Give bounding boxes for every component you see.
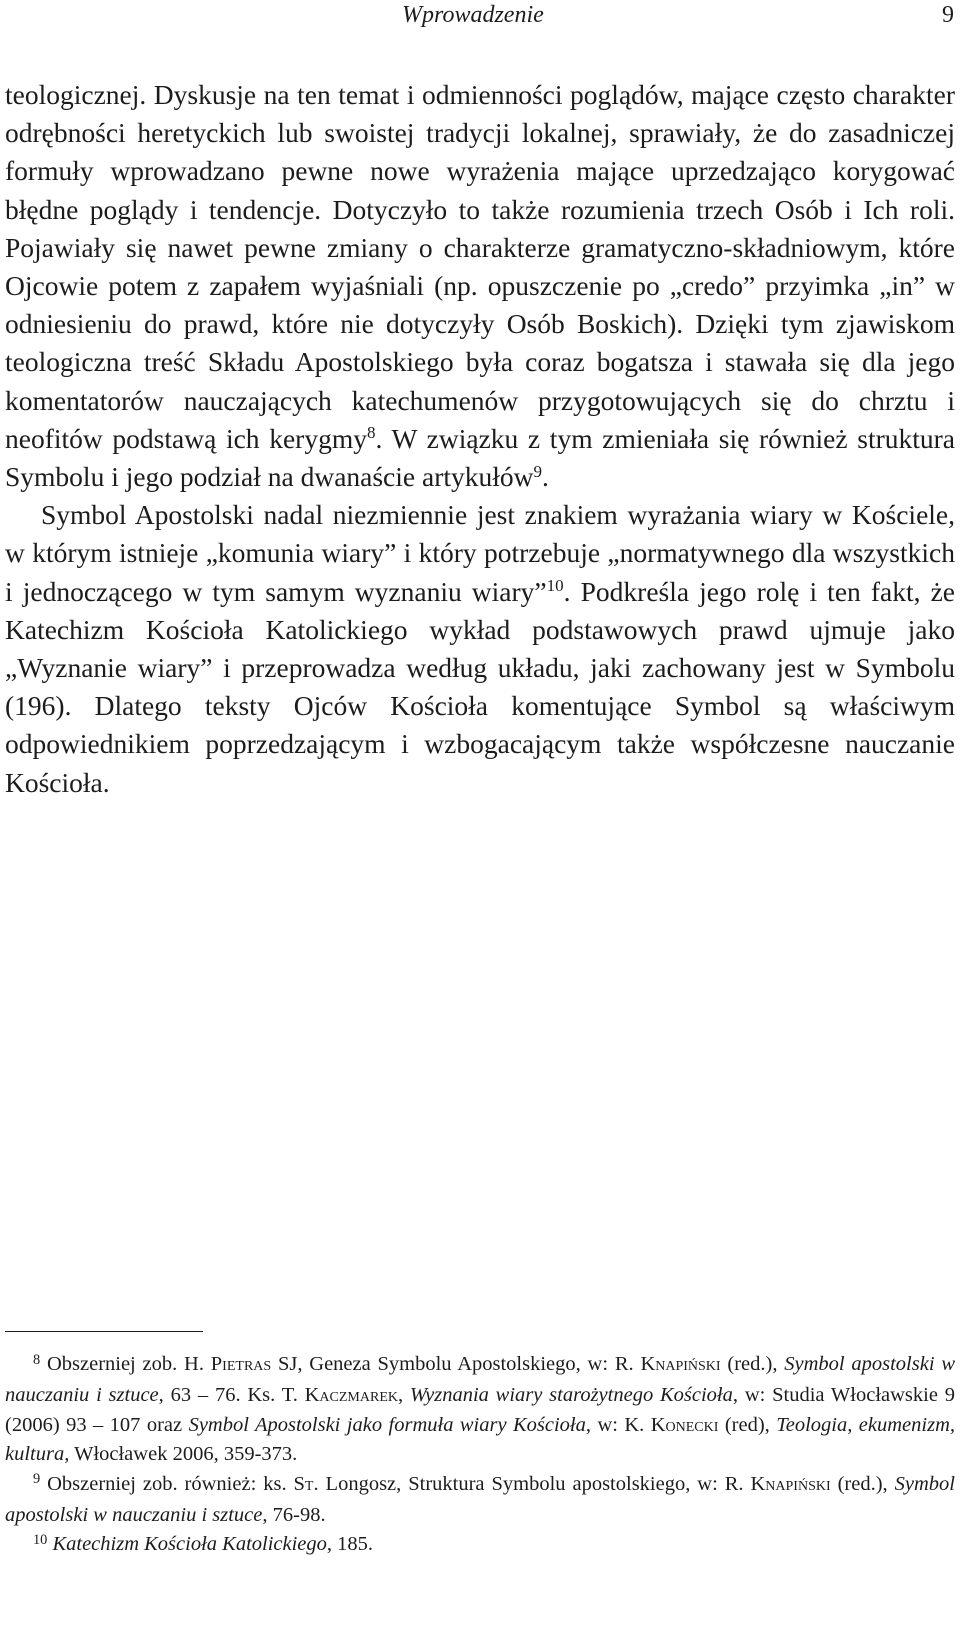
footnote-text: , 185.	[326, 1533, 374, 1556]
book-title: Symbol Apostolski jako formuła wiary Kościoła	[188, 1413, 586, 1436]
book-title: Katechizm Kościoła Katolickiego	[52, 1533, 327, 1556]
author-name: Knapiński	[750, 1472, 831, 1495]
book-title: Teologia, ekumenizm, kultura	[5, 1413, 955, 1466]
running-header	[0, 2, 960, 30]
paragraph-text: .	[542, 461, 549, 493]
footnote-ref-10[interactable]: 10	[546, 576, 564, 596]
footnote-ref-8[interactable]: 8	[366, 423, 376, 443]
footnote-text: ,	[398, 1384, 410, 1407]
author-name: Knapiński	[640, 1353, 721, 1375]
footnote-text: SJ, Geneza Symbolu Apostolskiego, w: R.	[271, 1353, 641, 1375]
book-title: Wyznania wiary starożytnego Kościoła	[409, 1384, 733, 1407]
footnote-text: Obszerniej zob. również: ks.	[40, 1472, 294, 1495]
paragraph-text: . Podkreśla jego rolę i ten fakt, że Katechizm Kościoła Katolickiego wykład podstawowych prawd ujmuje jako „Wyznanie wiary” i przeprowadza według układu, jaki zachowany jest w Symbolu (196). Dlatego teksty Ojców Kościoła komentujące Symbol są właściwym odpowiednikiem poprzedzającym i wzbogacającym także współczesne nauczanie Kościoła.	[5, 575, 955, 798]
footnote-text: (red.),	[830, 1472, 895, 1495]
author-name: St.	[293, 1472, 319, 1495]
footnote-number: 10	[33, 1531, 48, 1548]
book-title: Symbol apostolski w nauczaniu i sztuce	[5, 1472, 955, 1527]
page-number: 9	[942, 2, 954, 28]
running-title: Wprowadzenie	[402, 2, 544, 28]
footnote-text: Longosz, Struktura Symbolu apostolskiego, w: R.	[318, 1472, 751, 1495]
paragraph	[5, 76, 955, 496]
main-text	[5, 76, 955, 802]
author-name: Kaczmarek	[304, 1384, 398, 1407]
paragraph	[5, 496, 955, 802]
footnote-separator	[5, 1331, 203, 1332]
paragraph-text: . W związku z tym zmieniała się również struktura Symbolu i jego podział na dwanaście artykułów	[5, 422, 955, 493]
footnote-number: 8	[33, 1351, 41, 1368]
book-title: Symbol apostolski w nauczaniu i sztuce	[5, 1353, 955, 1407]
footnote-text: , Włocławek 2006, 359-373.	[64, 1443, 298, 1466]
footnote-text: , 63 – 76. Ks. T.	[158, 1384, 305, 1407]
paragraph-text: Symbol Apostolski nadal niezmiennie jest znakiem wyrażania wiary w Kościele, w którym istnieje „komunia wiary” i który potrzebuje „normatywnego dla wszystkich i jednoczącego w tym samym wyznaniu wiary”	[5, 499, 955, 607]
footnote-ref-9[interactable]: 9	[533, 461, 543, 481]
footnote-9	[5, 1470, 955, 1531]
footnote-number: 9	[33, 1471, 41, 1488]
footnote-text: (red.),	[720, 1353, 785, 1375]
footnote-text: (red),	[718, 1413, 777, 1436]
footnote-10	[5, 1530, 955, 1561]
footnote-text: Obszerniej zob. H.	[40, 1353, 211, 1375]
footnotes	[5, 1350, 955, 1562]
footnote-8	[5, 1350, 955, 1470]
footnote-text: , w: K.	[585, 1413, 651, 1436]
author-name: Pietras	[210, 1353, 272, 1375]
paragraph-text: teologicznej. Dyskusje na ten temat i odmienności poglądów, mające często charakter odrębności heretyckich lub swoistej tradycji lokalnej, sprawiały, że do zasadniczej formuły wprowadzano pewne nowe wyrażenia mające uprzedzająco korygować błędne poglądy i tendencje. Dotyczyło to także rozumienia trzech Osób i Ich roli. Pojawiały się nawet pewne zmiany o charakterze gramatyczno-składniowym, które Ojcowie potem z zapałem wyjaśniali (np. opuszczenie po „credo” przyimka „in” w odniesieniu do prawd, które nie dotyczyły Osób Boskich). Dzięki tym zjawiskom teologiczna treść Składu Apostolskiego była coraz bogatsza i stawała się dla jego komentatorów nauczających katechumenów przygotowujących się do chrztu i neofitów podstawą ich kerygmy	[5, 79, 955, 454]
footnote-text: , w: Studia Włocławskie 9 (2006) 93 – 107 oraz	[5, 1384, 955, 1436]
author-name: Konecki	[650, 1413, 719, 1436]
footnote-text: , 76-98.	[262, 1504, 326, 1527]
